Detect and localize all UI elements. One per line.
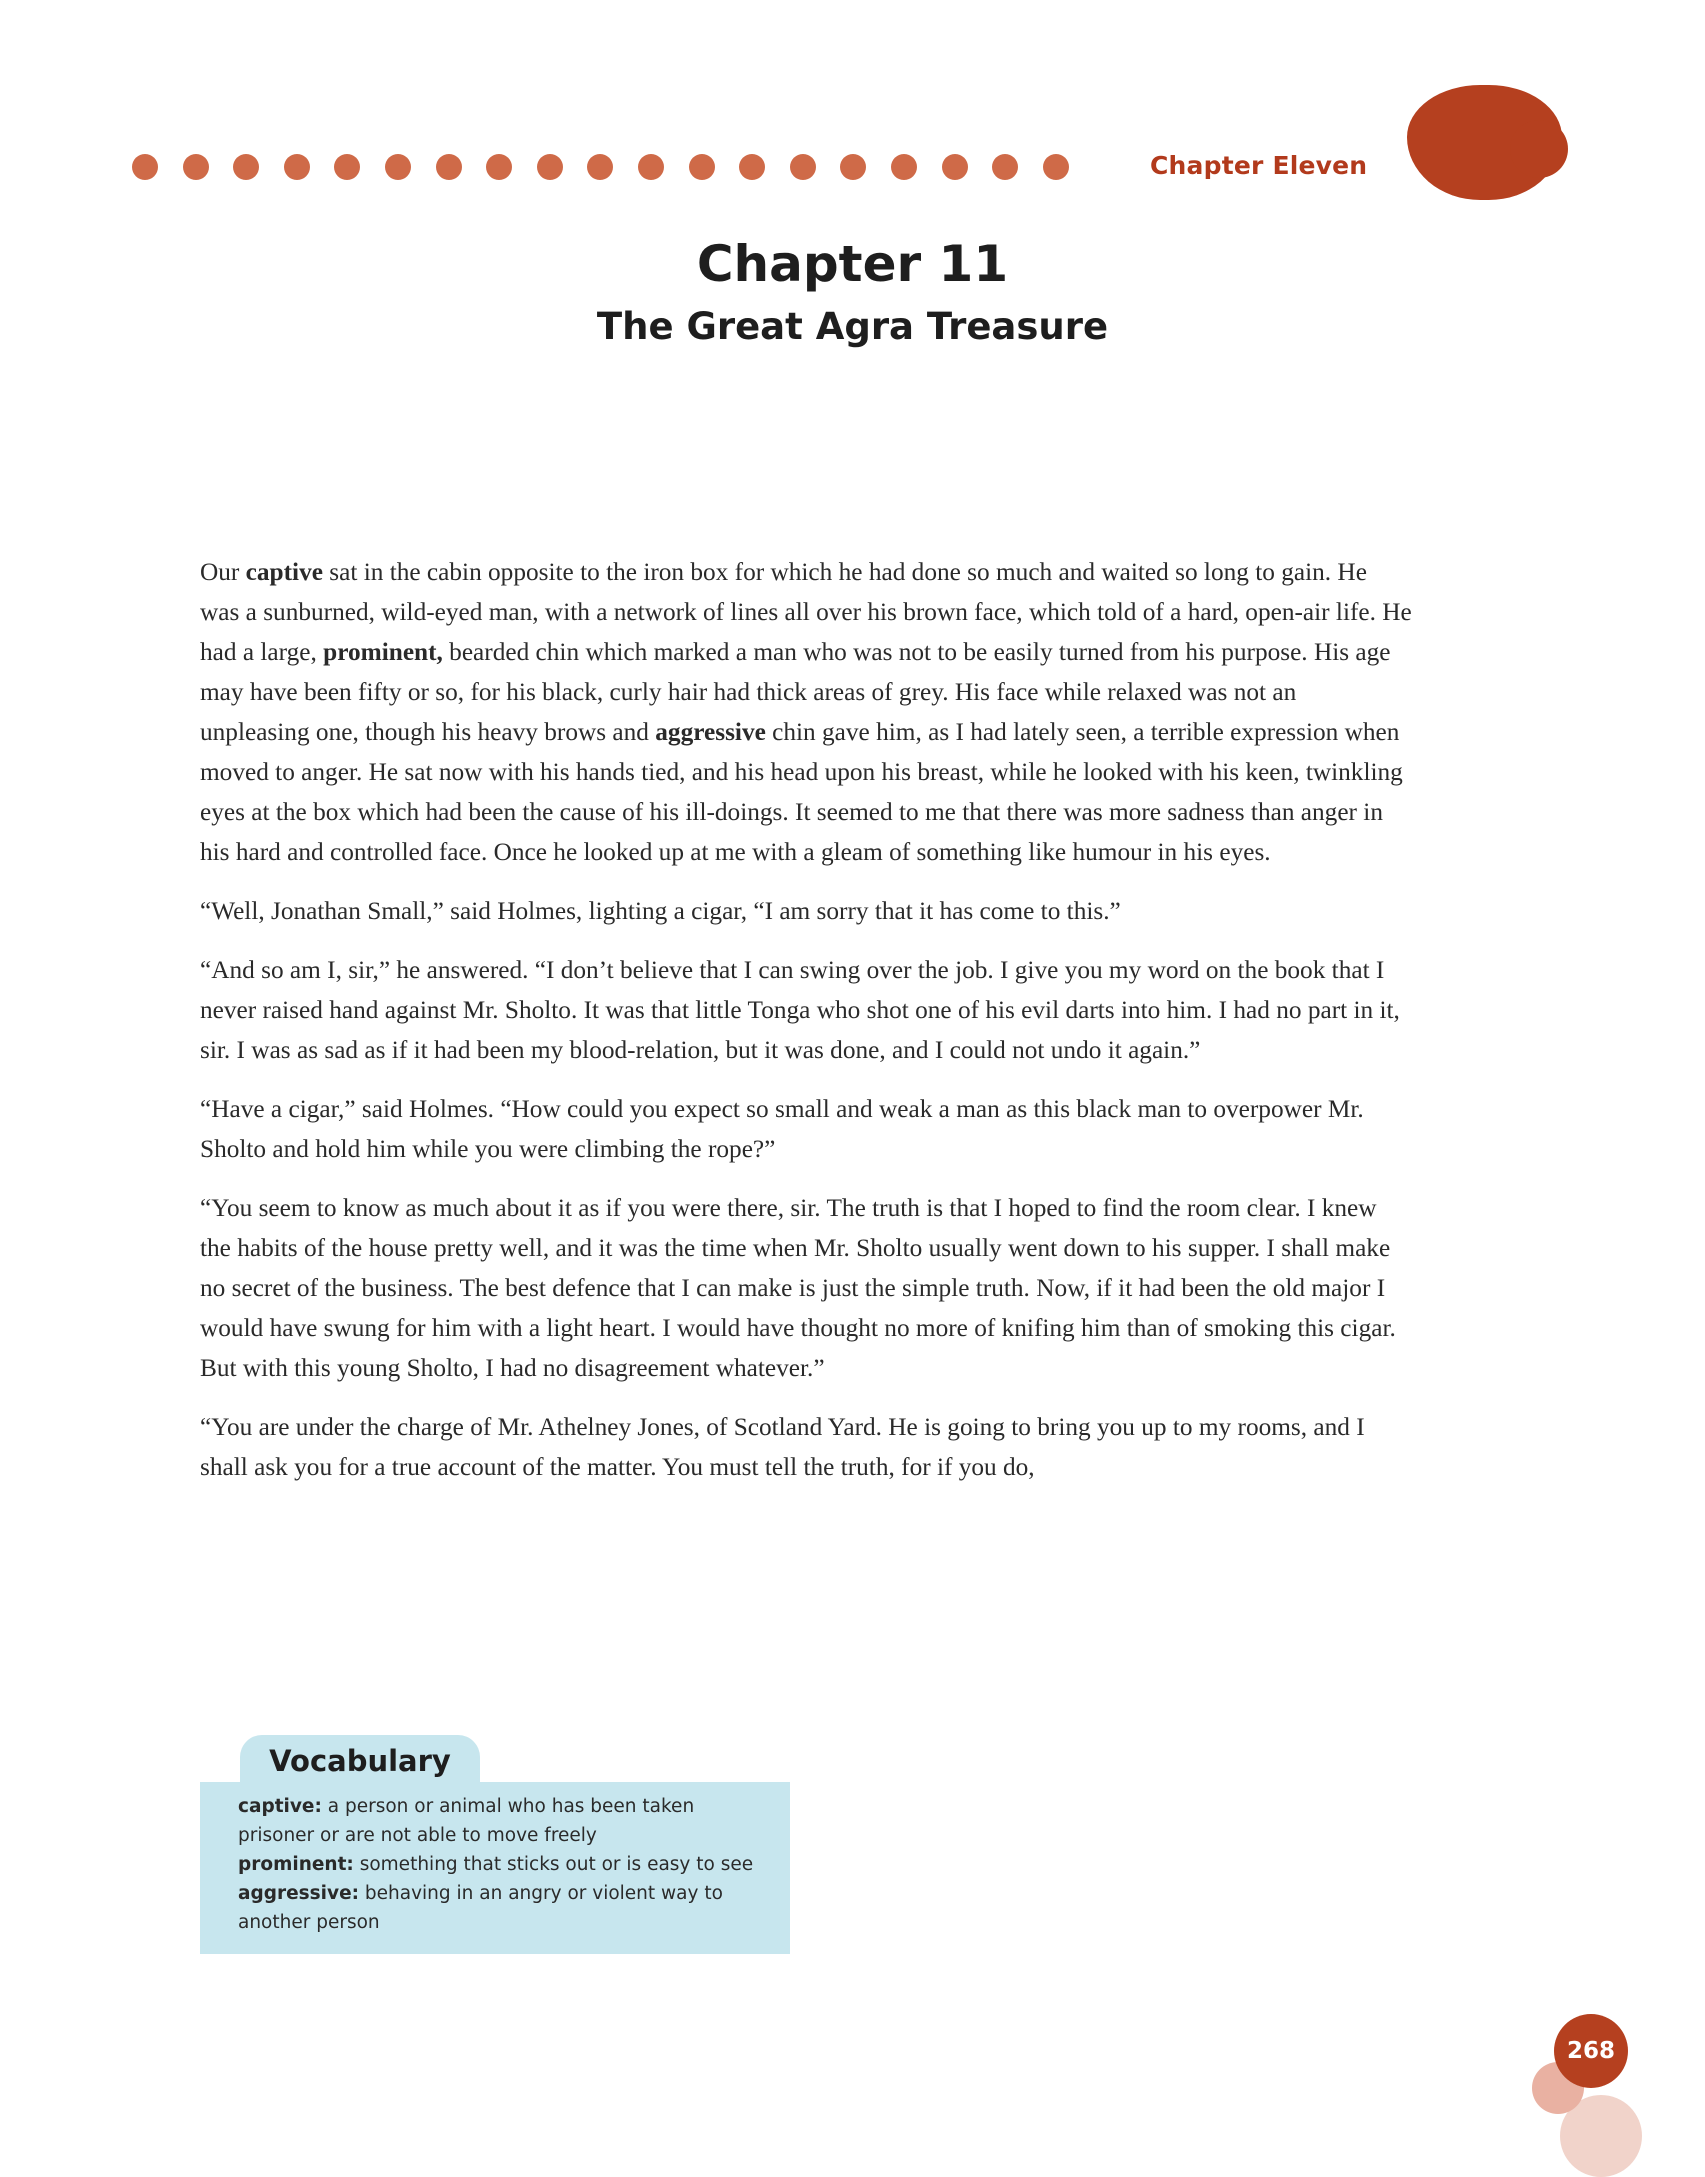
vocabulary-box [200, 1782, 790, 1954]
text-run: “Well, Jonathan Small,” said Holmes, lighting a cigar, “I am sorry that it has come to this.” [200, 897, 1121, 925]
decorative-dot [334, 154, 360, 180]
decorative-dot [638, 154, 664, 180]
decorative-dot [840, 154, 866, 180]
decorative-dot [132, 154, 158, 180]
decorative-dot [436, 154, 462, 180]
vocabulary-entry [238, 1850, 768, 1879]
vocabulary-term: prominent: [238, 1854, 354, 1875]
text-run: sat in the cabin opposite to the iron box for which he had done so much and waited so long to gain. He was a sunburned, wild-eyed man, with a network of lines all over his brown face, which told of a hard, open-air life. He had a large, [200, 558, 1412, 666]
vocabulary-entry [238, 1879, 768, 1937]
text-run: “Have a cigar,” said Holmes. “How could you expect so small and weak a man as this black man to overpower Mr. Sholto and hold him while you were climbing the rope?” [200, 1095, 1364, 1163]
vocabulary-term: captive: [238, 1796, 322, 1817]
decorative-dot [537, 154, 563, 180]
text-run: “You seem to know as much about it as if you were there, sir. The truth is that I hoped to find the room clear. I knew the habits of the house pretty well, and it was the time when Mr. Sholto usually went down to his supper. I shall make no secret of the business. The best defence that I can make is just the simple truth. Now, if it had been the old major I would have swung for him with a light heart. I would have thought no more of knifing him than of smoking this cigar. But with this young Sholto, I had no disagreement whatever.” [200, 1194, 1396, 1382]
vocabulary-definition: behaving in an angry or violent way to another person [238, 1883, 723, 1933]
decorative-dot-row [132, 154, 1093, 180]
decorative-dot [992, 154, 1018, 180]
decorative-dot [385, 154, 411, 180]
text-run: Our [200, 558, 246, 586]
decorative-dot [689, 154, 715, 180]
vocabulary-word: prominent, [323, 638, 443, 666]
paragraph [200, 1089, 1412, 1169]
vocabulary-word: captive [245, 558, 323, 586]
decorative-dot [284, 154, 310, 180]
text-run: bearded chin which marked a man who was not to be easily turned from his purpose. His age may have been fifty or so, for his black, curly hair had thick areas of grey. His face while relaxed was not an unpleasing one, though his heavy brows and [200, 638, 1391, 746]
vocabulary-definition: a person or animal who has been taken prisoner or are not able to move freely [238, 1796, 695, 1846]
vocabulary-entry [238, 1792, 768, 1850]
text-run: “And so am I, sir,” he answered. “I don’t believe that I can swing over the job. I give you my word on the book that I never raised hand against Mr. Sholto. It was that little Tonga who shot one of his evil darts into him. I had no part in it, sir. I was as sad as if it had been my blood-relation, but it was done, and I could not undo it again.” [200, 956, 1400, 1064]
running-head: Chapter Eleven [1150, 151, 1368, 180]
chapter-title: Chapter 11 [696, 235, 1009, 293]
text-run: “You are under the charge of Mr. Athelney Jones, of Scotland Yard. He is going to bring you up to my rooms, and I shall ask you for a true account of the matter. You must tell the truth, for if you do, [200, 1413, 1365, 1481]
paragraph [200, 950, 1412, 1070]
page-number: 268 [1554, 2014, 1628, 2088]
decorative-dot [587, 154, 613, 180]
body-text [200, 552, 1412, 1506]
paragraph [200, 552, 1412, 872]
paragraph [200, 891, 1412, 931]
vocabulary-word: aggressive [655, 718, 766, 746]
decorative-dot [183, 154, 209, 180]
vocabulary-term: aggressive: [238, 1883, 360, 1904]
paragraph [200, 1188, 1412, 1388]
vocabulary-heading: Vocabulary [240, 1735, 480, 1785]
decorative-dot [1043, 154, 1069, 180]
decorative-dot [486, 154, 512, 180]
text-run: chin gave him, as I had lately seen, a terrible expression when moved to anger. He sat now with his hands tied, and his head upon his breast, while he looked with his keen, twinkling eyes at the box which had been the cause of his ill-doings. It seemed to me that there was more sadness than anger in his hard and controlled face. Once he looked up at me with a gleam of something like humour in his eyes. [200, 718, 1403, 866]
decorative-dot [233, 154, 259, 180]
decorative-dot [942, 154, 968, 180]
decorative-dot [891, 154, 917, 180]
decorative-blob-small [1510, 120, 1568, 178]
chapter-subtitle: The Great Agra Treasure [596, 305, 1109, 348]
vocabulary-definition: something that sticks out or is easy to see [353, 1854, 754, 1875]
decorative-dot [790, 154, 816, 180]
decorative-dot [739, 154, 765, 180]
paragraph [200, 1407, 1412, 1487]
